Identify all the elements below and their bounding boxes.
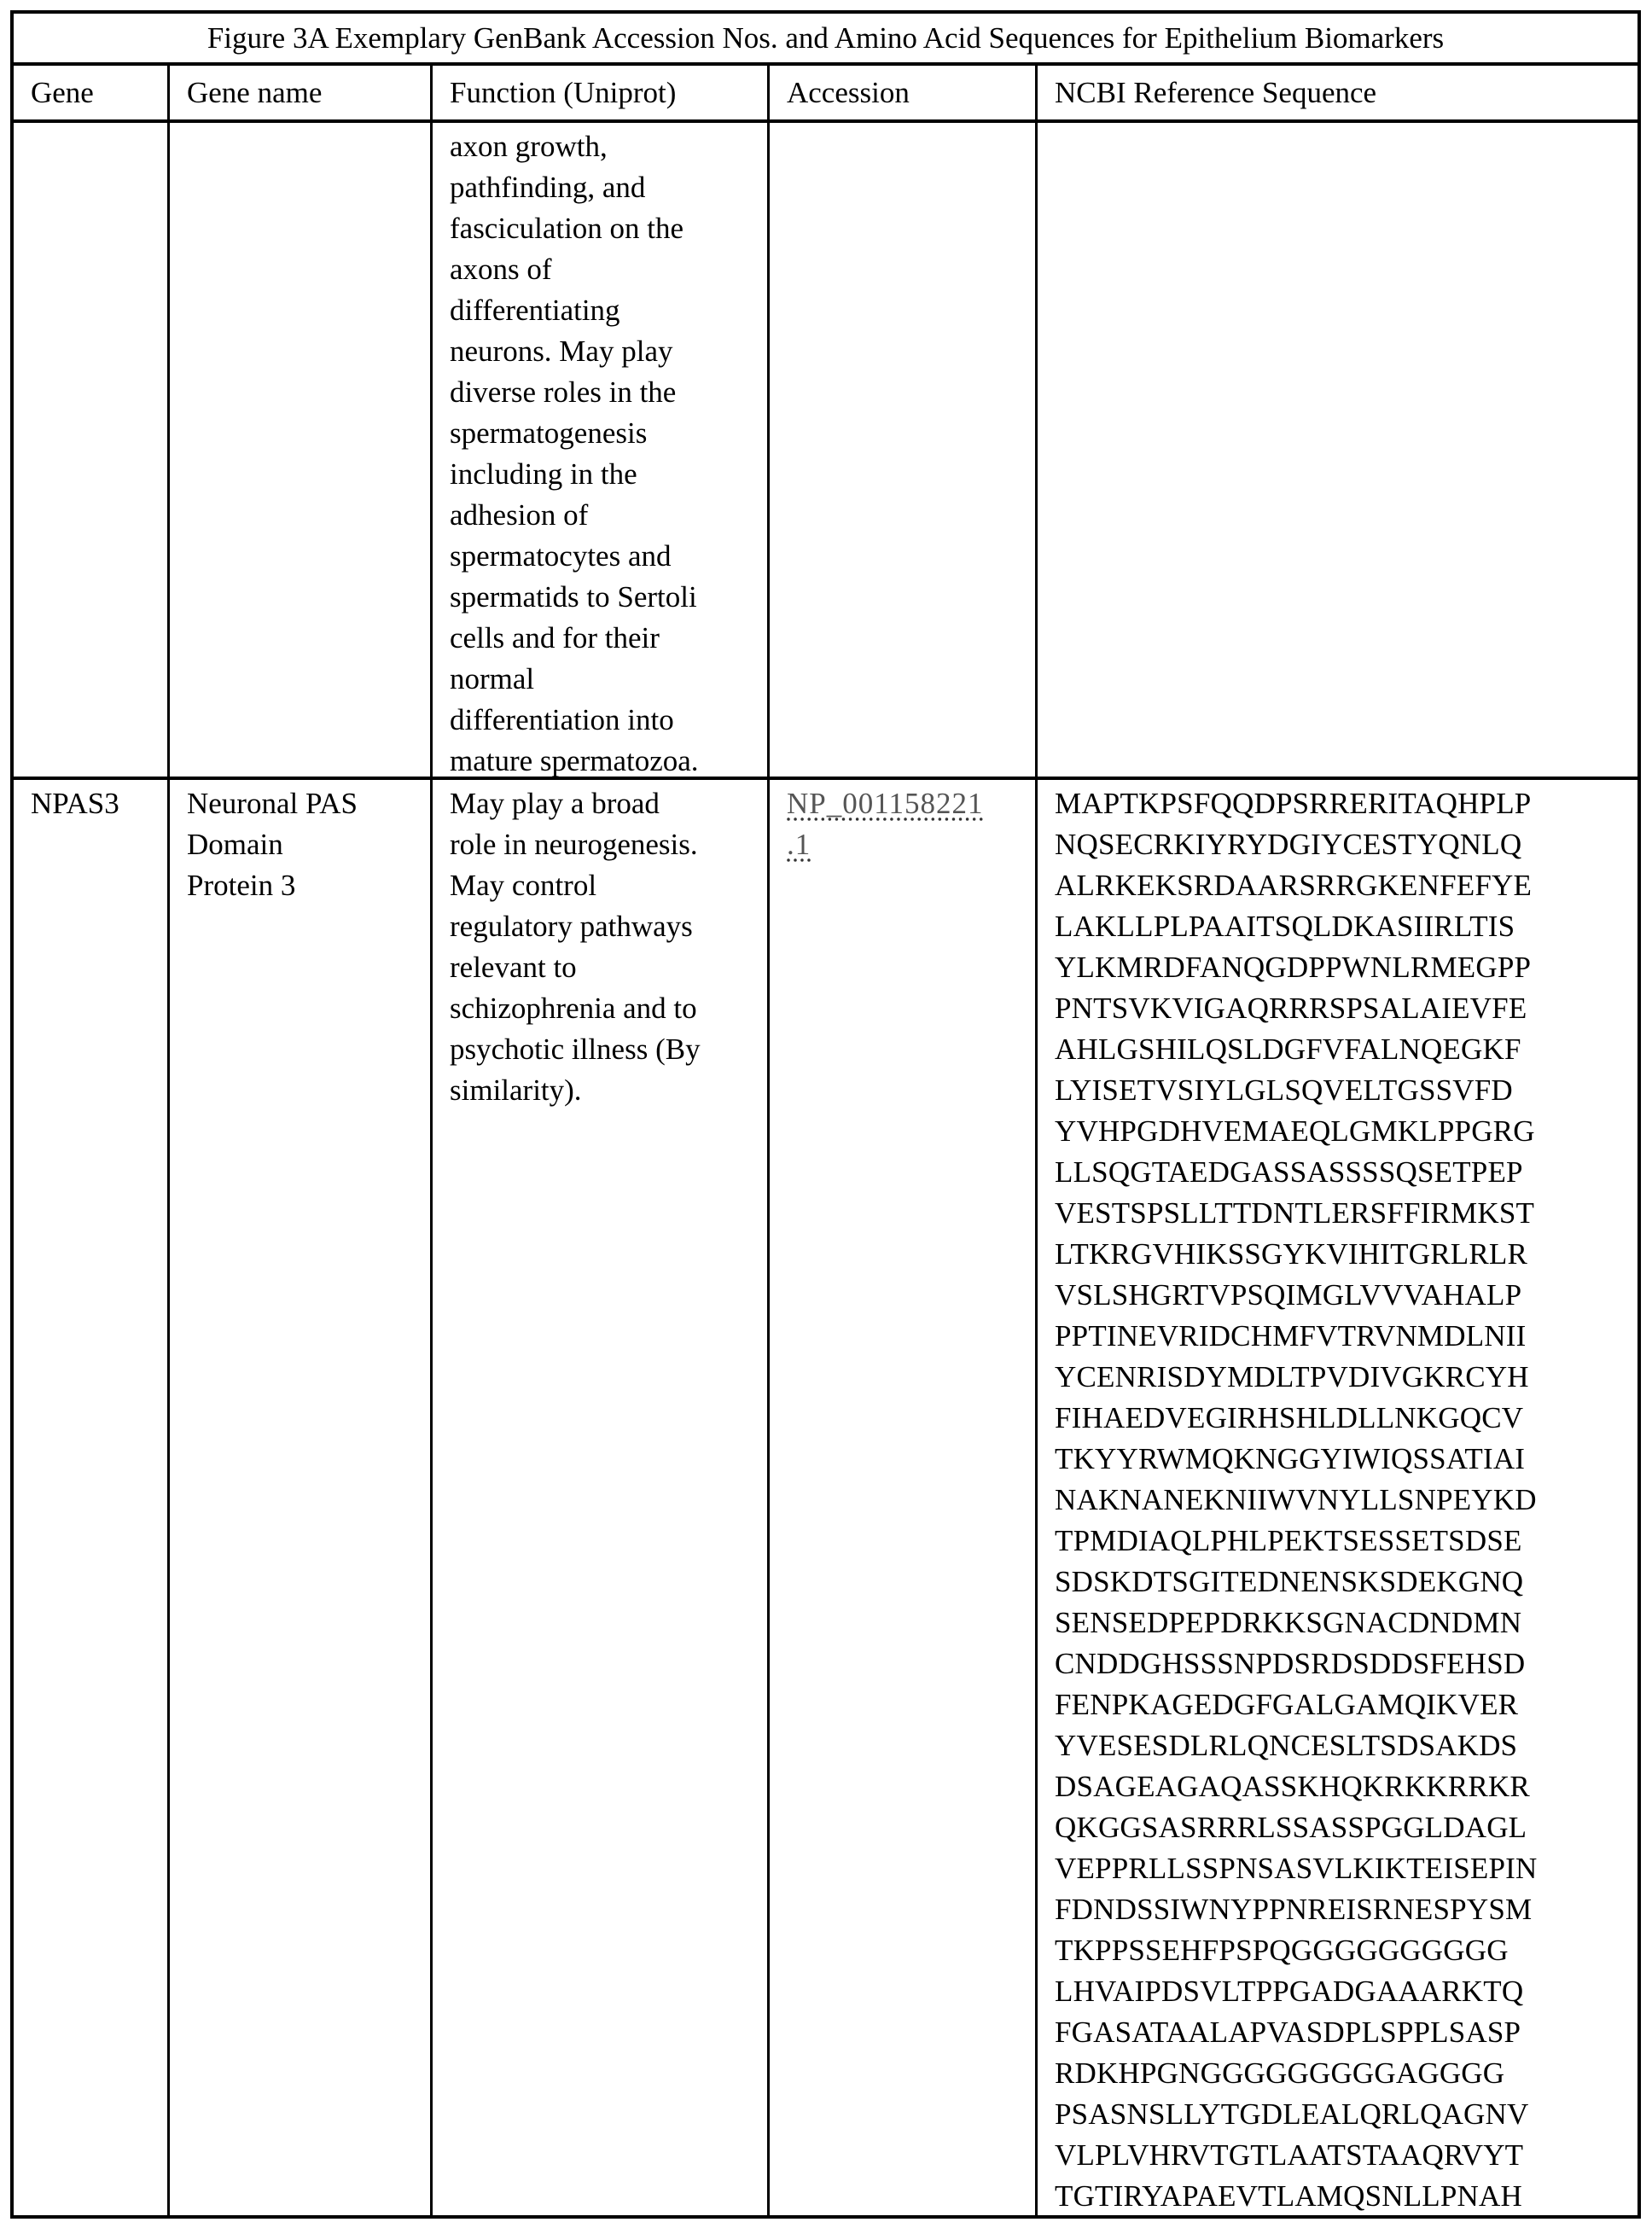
text-line: FENPKAGEDGFGALGAMQIKVER <box>1055 1688 1519 1721</box>
text-line: FGASATAALAPVASDPLSPPLSASP <box>1055 2016 1521 2049</box>
gene-name-cell <box>167 123 430 777</box>
function-cell <box>430 780 767 2215</box>
text-line: Neuronal PAS <box>187 787 358 820</box>
text-line: neurons. May play <box>450 334 673 368</box>
sequence-cell <box>1035 780 1637 2215</box>
text-line: including in the <box>450 457 637 491</box>
text-line: adhesion of <box>450 498 589 532</box>
text-line: TKPPSSEHFPSPQGGGGGGGGGG <box>1055 1934 1509 1967</box>
text-line: DSAGEAGAQASSKHQKRKKRRKR <box>1055 1770 1530 1803</box>
text-line: ALRKEKSRDAARSRRGKENFEFYE <box>1055 869 1533 902</box>
function-cell <box>430 123 767 777</box>
text-line: axons of <box>450 253 552 286</box>
text-line: pathfinding, and <box>450 171 646 204</box>
biomarker-table <box>10 10 1641 2219</box>
text-line: PNTSVKVIGAQRRRSPSALAIEVFE <box>1055 992 1527 1025</box>
text-line[interactable]: .1 <box>787 828 811 861</box>
column-header-function: Function (Uniprot) <box>430 66 767 119</box>
text-line: spermatogenesis <box>450 416 648 450</box>
text-line: Domain <box>187 828 283 861</box>
table-row <box>14 780 1637 2215</box>
text-line: LTKRGVHIKSSGYKVIHITGRLRLR <box>1055 1237 1527 1271</box>
table-title: Figure 3A Exemplary GenBank Accession Nos. and Amino Acid Sequences for Epithelium Biomarkers <box>14 14 1637 66</box>
text-line: NAKNANEKNIIWVNYLLSNPEYKD <box>1055 1483 1537 1516</box>
text-line: TKYYRWMQKNGGYIWIQSSATIAI <box>1055 1442 1526 1475</box>
text-line: FDNDSSIWNYPPNREISRNESPYSM <box>1055 1893 1533 1926</box>
text-line: RDKHPGNGGGGGGGGGAGGGG <box>1055 2056 1505 2090</box>
text-line: VSLSHGRTVPSQIMGLVVVAHALP <box>1055 1278 1522 1312</box>
text-line: relevant to <box>450 951 577 984</box>
text-line: axon growth, <box>450 130 608 163</box>
text-line: LLSQGTAEDGASSASSSSQSETPEP <box>1055 1155 1523 1189</box>
text-line: CNDDGHSSSNPDSRDSDDSFEHSD <box>1055 1647 1526 1680</box>
text-line: FIHAEDVEGIRHSHLDLLNKGQCV <box>1055 1401 1524 1434</box>
text-line: VLPLVHRVTGTLAATSTAAQRVYT <box>1055 2138 1524 2172</box>
text-line: May control <box>450 869 597 902</box>
text-line: LYISETVSIYLGLSQVELTGSSVFD <box>1055 1073 1513 1107</box>
text-line: psychotic illness (By <box>450 1033 701 1066</box>
text-line: May play a broad <box>450 787 660 820</box>
sequence-cell <box>1035 123 1637 777</box>
text-line[interactable]: NP_001158221 <box>787 787 984 820</box>
text-line: diverse roles in the <box>450 375 677 409</box>
column-header-gene-name: Gene name <box>167 66 430 119</box>
column-header-accession: Accession <box>767 66 1035 119</box>
text-line: SDSKDTSGITEDNENSKSDEKGNQ <box>1055 1565 1524 1598</box>
gene-cell: NPAS3 <box>31 787 119 820</box>
text-line: YVHPGDHVEMAEQLGMKLPPGRG <box>1055 1114 1535 1148</box>
text-line: PSASNSLLYTGDLEALQRLQAGNV <box>1055 2097 1529 2131</box>
text-line: cells and for their <box>450 621 660 654</box>
text-line: spermatocytes and <box>450 539 672 573</box>
accession-cell <box>767 780 1035 2215</box>
accession-link[interactable] <box>787 783 1035 865</box>
text-line: YLKMRDFANQGDPPWNLRMEGPP <box>1055 951 1532 984</box>
text-line: PPTINEVRIDCHMFVTRVNMDLNII <box>1055 1319 1527 1353</box>
text-line: Protein 3 <box>187 869 296 902</box>
text-line: fasciculation on the <box>450 212 684 245</box>
text-line: regulatory pathways <box>450 910 693 943</box>
text-line: NQSECRKIYRYDGIYCESTYQNLQ <box>1055 828 1522 861</box>
text-line: normal <box>450 662 535 695</box>
text-line: TPMDIAQLPHLPEKTSESSETSDSE <box>1055 1524 1522 1557</box>
text-line: differentiating <box>450 294 620 327</box>
text-line: SENSEDPEPDRKKSGNACDNDMN <box>1055 1606 1522 1639</box>
text-line: TGTIRYAPAEVTLAMQSNLLPNAH <box>1055 2179 1522 2213</box>
text-line: LHVAIPDSVLTPPGADGAAARKTQ <box>1055 1975 1524 2008</box>
text-line: VESTSPSLLTTDNTLERSFFIRMKST <box>1055 1196 1535 1230</box>
text-line: mature spermatozoa. <box>450 744 699 777</box>
column-header-sequence: NCBI Reference Sequence <box>1035 66 1637 119</box>
column-header-gene: Gene <box>31 76 94 109</box>
accession-cell <box>767 123 1035 777</box>
text-line: differentiation into <box>450 703 674 736</box>
table-row <box>14 123 1637 780</box>
gene-cell <box>14 123 167 777</box>
text-line: schizophrenia and to <box>450 992 697 1025</box>
text-line: similarity). <box>450 1073 582 1107</box>
text-line: MAPTKPSFQQDPSRRERITAQHPLP <box>1055 787 1532 820</box>
text-line: VEPPRLLSSPNSASVLKIKTEISEPIN <box>1055 1852 1538 1885</box>
text-line: QKGGSASRRRLSSASSPGGLDAGL <box>1055 1811 1527 1844</box>
text-line: YCENRISDYMDLTPVDIVGKRCYH <box>1055 1360 1529 1393</box>
text-line: LAKLLPLPAAITSQLDKASIIRLTIS <box>1055 910 1515 943</box>
text-line: spermatids to Sertoli <box>450 580 697 614</box>
text-line: role in neurogenesis. <box>450 828 698 861</box>
gene-name-cell <box>167 780 430 2215</box>
text-line: AHLGSHILQSLDGFVFALNQEGKF <box>1055 1033 1521 1066</box>
text-line: YVESESDLRLQNCESLTSDSAKDS <box>1055 1729 1518 1762</box>
table-header-row <box>14 66 1637 123</box>
